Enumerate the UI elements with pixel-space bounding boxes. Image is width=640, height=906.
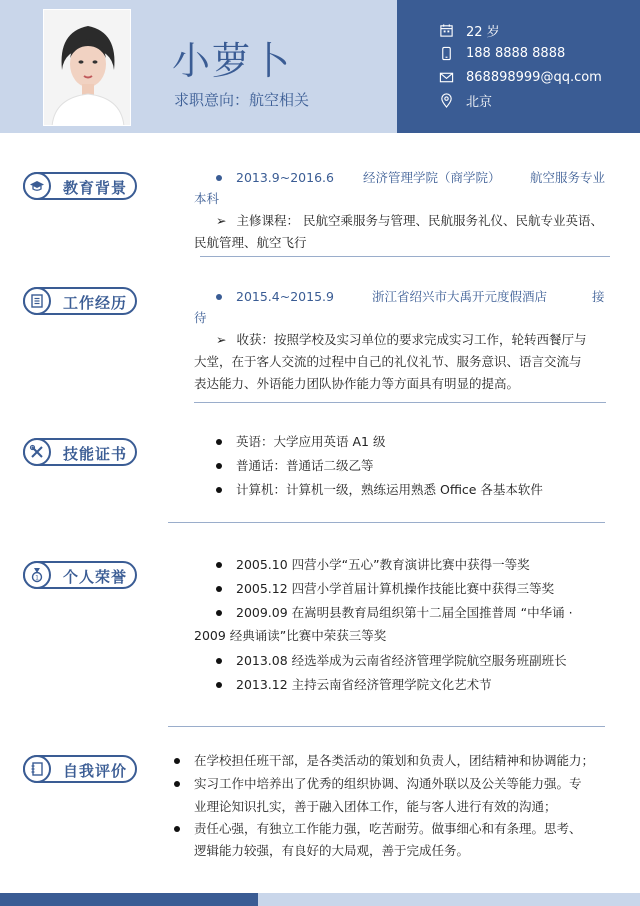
section-education-title: 教育背景: [63, 179, 128, 197]
section-work-badge: [23, 287, 137, 315]
svg-text:1: 1: [35, 574, 39, 582]
self-eval-item-cont: 逻辑能力较强，有良好的大局观，善于完成任务。: [194, 843, 470, 858]
document-icon: [23, 287, 51, 315]
education-major: 航空服务专业: [530, 170, 606, 185]
work-gain-3: 表达能力、外语能力团队协作能力等方面具有明显的提高。: [194, 376, 520, 391]
contact-phone: [438, 42, 638, 64]
divider: [168, 726, 605, 727]
email-text: 868898999@qq.com: [466, 69, 602, 85]
bullet: [216, 175, 222, 181]
work-gain-1: ➢ 收获：按照学校及实习单位的要求完成实习工作，轮转西餐厅与: [216, 332, 587, 347]
work-role-cont: 待: [194, 310, 207, 325]
section-skills-title: 技能证书: [63, 445, 128, 463]
applicant-name: 小萝卜: [172, 39, 293, 83]
divider: [200, 256, 610, 257]
education-period: 2013.9~2016.6: [236, 170, 334, 185]
location-text: 北京: [466, 94, 493, 110]
contact-location: [438, 89, 638, 111]
tools-icon: [23, 438, 51, 466]
phone-text: 188 8888 8888: [466, 45, 566, 61]
skill-item: 计算机：计算机一级，熟练运用熟悉 Office 各基本软件: [216, 479, 616, 501]
location-icon: [438, 92, 454, 108]
calendar-icon: [438, 22, 454, 38]
section-education-badge: [23, 172, 137, 200]
section-honors-badge: [23, 561, 137, 589]
work-company: 浙江省绍兴市大禹开元度假酒店: [372, 289, 548, 304]
skill-item: 普通话：普通话二级乙等: [216, 455, 616, 477]
work-line: [216, 286, 616, 308]
section-honors-title: 个人荣誉: [63, 568, 128, 586]
skill-item: 英语：大学应用英语 A1 级: [216, 431, 616, 453]
contact-age: [438, 19, 638, 41]
age-text: 22 岁: [466, 24, 500, 40]
section-work-title: 工作经历: [63, 294, 128, 312]
divider: [194, 402, 606, 403]
honor-item: 2013.08 经选举成为云南省经济管理学院航空服务班副班长: [216, 650, 616, 672]
education-degree: 本科: [194, 191, 220, 206]
education-school: 经济管理学院（商学院）: [363, 170, 501, 185]
medal-icon: [23, 561, 51, 589]
graduation-cap-icon: [23, 172, 51, 200]
honor-item: 2005.12 四营小学首届计算机操作技能比赛中获得三等奖: [216, 578, 616, 600]
bullet: [216, 294, 222, 300]
honor-item: 2009.09 在嵩明县教育局组织第十二届全国推普周 “中华诵 ·: [216, 602, 626, 624]
footer-bar-dark: [0, 893, 258, 906]
section-skills-badge: [23, 438, 137, 466]
self-eval-item: 实习工作中培养出了优秀的组织协调、沟通外联以及公关等能力强。专: [174, 773, 624, 795]
divider: [168, 522, 605, 523]
self-eval-item-cont: 业理论知识扎实，善于融入团体工作，能与客人进行有效的沟通；: [194, 799, 557, 814]
mail-icon: [438, 69, 454, 85]
self-eval-item: 责任心强，有独立工作能力强，吃苦耐劳。做事细心和有条理。思考、: [174, 818, 624, 840]
work-period: 2015.4~2015.9: [236, 289, 334, 304]
notebook-icon: [23, 755, 51, 783]
job-intent: 求职意向：航空相关: [174, 91, 310, 109]
honor-item: 2013.12 主持云南省经济管理学院文化艺术节: [216, 674, 616, 696]
phone-icon: [438, 45, 454, 61]
education-line: [216, 167, 616, 189]
work-role: 接: [592, 289, 605, 304]
section-self-eval-title: 自我评价: [63, 762, 128, 780]
education-courses-2: 民航管理、航空飞行: [194, 235, 307, 250]
honor-item-cont: 2009 经典诵读”比赛中荣获三等奖: [194, 628, 387, 643]
contact-email: [438, 66, 638, 88]
work-gain-2: 大堂，在于客人交流的过程中自己的礼仪礼节、服务意识、语言交流与: [194, 354, 582, 369]
honor-item: 2005.10 四营小学“五心”教育演讲比赛中获得一等奖: [216, 554, 616, 576]
footer-bar-light: [258, 893, 640, 906]
section-self-eval-badge: [23, 755, 137, 783]
education-courses-1: ➢ 主修课程： 民航空乘服务与管理、民航服务礼仪、民航专业英语、: [216, 213, 603, 228]
profile-photo: [43, 9, 131, 126]
self-eval-item: 在学校担任班干部，是各类活动的策划和负责人，团结精神和协调能力；: [174, 750, 624, 772]
